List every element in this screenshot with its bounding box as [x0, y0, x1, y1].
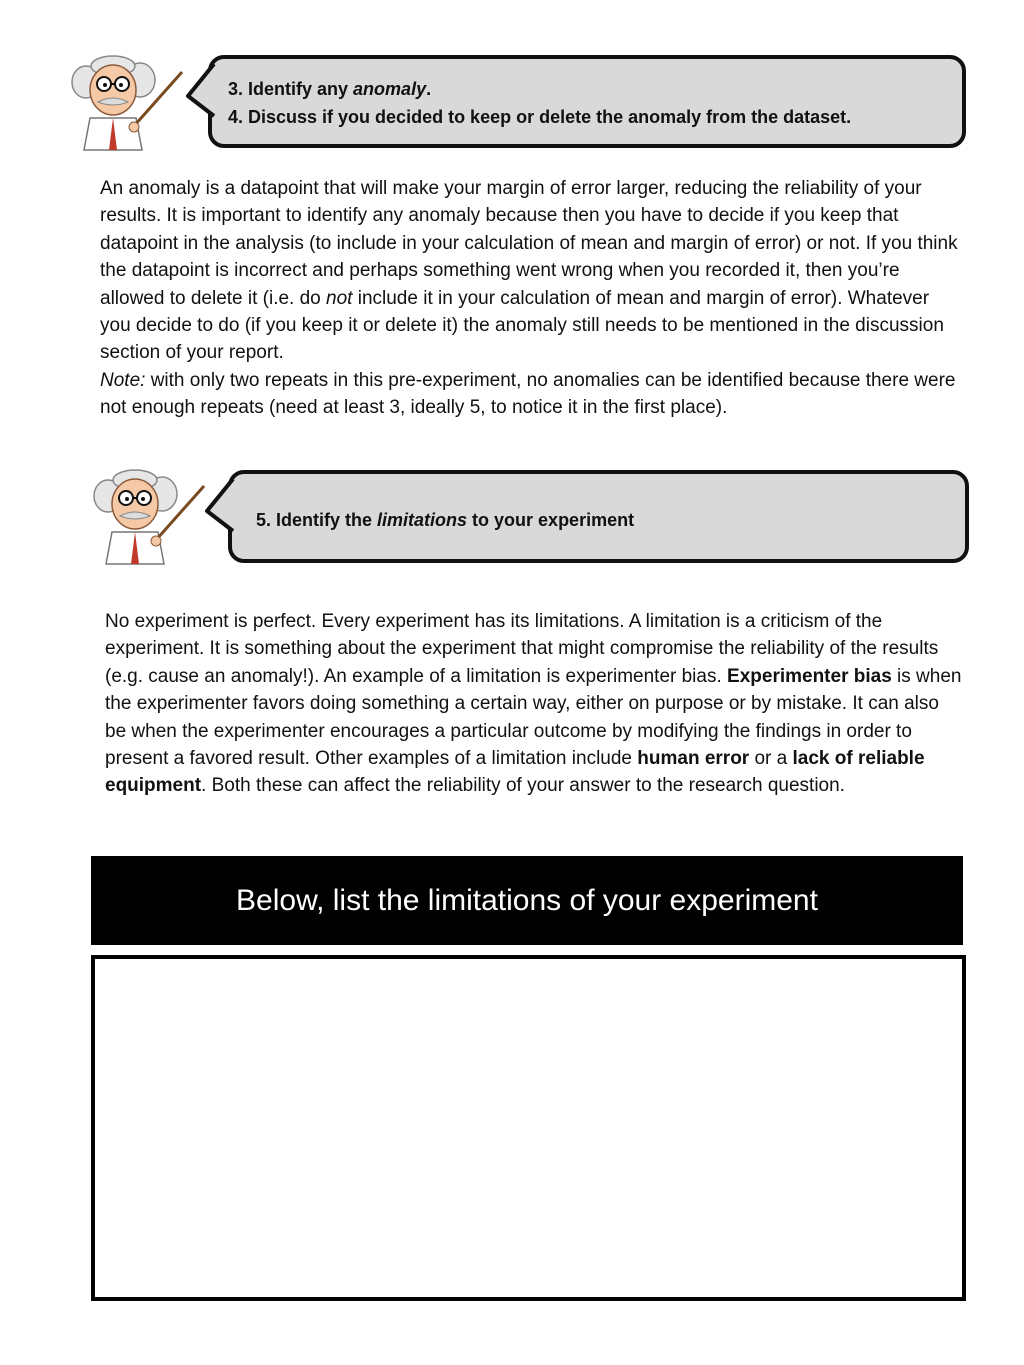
answer-box[interactable] — [91, 955, 966, 1301]
limitations-banner — [91, 856, 963, 945]
banner-text: Below, list the limitations of your experiment — [236, 883, 818, 917]
bubble-tail — [186, 60, 216, 120]
anomaly-paragraph: An anomaly is a datapoint that will make your margin of error larger, reducing the reliability of your results. It is important to identify any anomaly because then you have to decide if you keep that datapoint in the analysis (to include in your calculation of mean and margin of error) or not. If you think the datapoint is incorrect and perhaps something went wrong when you recorded it, then you’re allowed to delete it (i.e. do not include it in your calculation of mean and margin of error). Whatever you decide to do (if you keep it or delete it) the anomaly still needs to be mentioned in the discussion section of your report. Note: with only two repeats in this pre-experiment, no anomalies can be identified because there were not enough repeats (need at least 3, ideally 5, to notice it in the first place). — [100, 178, 958, 419]
item-4: 4. Discuss if you decided to keep or delete the anomaly from the dataset. — [228, 107, 852, 127]
item-3: 3. Identify any anomaly. — [228, 79, 432, 99]
item-5: 5. Identify the limitations to your experiment — [256, 510, 635, 530]
scientist-icon — [92, 466, 212, 566]
limitations-paragraph: No experiment is perfect. Every experiment has its limitations. A limitation is a criticism of the experiment. It is something about the experiment that might compromise the reliability of the results (e.g. cause an anomaly!). An example of a limitation is experimenter bias. Experimenter bias is when the experimenter favors doing something a certain way, either on purpose or by mistake. It can also be when the experimenter encourages a particular outcome by modifying the findings in order to present a favored result. Other examples of a limitation include human error or a lack of reliable equipment. Both these can affect the reliability of your answer to the research question. — [105, 611, 962, 797]
bubble-limitations — [228, 470, 969, 563]
bubble-anomaly — [208, 55, 966, 148]
bubble-tail — [205, 475, 235, 535]
scientist-icon — [70, 52, 190, 152]
